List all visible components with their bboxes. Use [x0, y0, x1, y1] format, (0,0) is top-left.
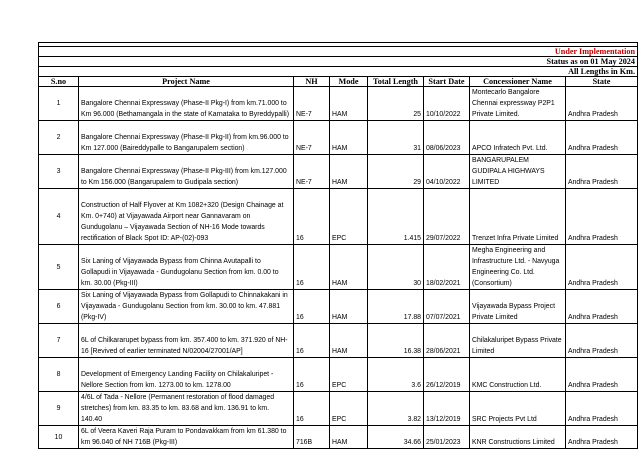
column-header-row — [39, 77, 638, 87]
cell-concessioner: KNR Constructions Limited — [470, 426, 566, 449]
header-concessioner: Concessioner Name — [470, 77, 566, 87]
cell-sno: 7 — [39, 324, 79, 358]
header-nh: NH — [294, 77, 330, 87]
cell-concessioner: APCO Infratech Pvt. Ltd. — [470, 121, 566, 155]
header-mode: Mode — [330, 77, 368, 87]
cell-sno: 10 — [39, 426, 79, 449]
table-row — [39, 189, 638, 245]
cell-mode: HAM — [330, 324, 368, 358]
cell-mode: HAM — [330, 155, 368, 189]
cell-sno: 6 — [39, 290, 79, 324]
table-row — [39, 155, 638, 189]
cell-start-date: 18/02/2021 — [424, 245, 470, 290]
cell-state: Andhra Pradesh — [566, 245, 638, 290]
status-date: Status as on 01 May 2024 — [39, 57, 638, 67]
cell-sno: 8 — [39, 358, 79, 392]
table-row — [39, 324, 638, 358]
cell-start-date: 13/12/2019 — [424, 392, 470, 426]
cell-nh: NE-7 — [294, 155, 330, 189]
units-note: All Lengths in Km. — [39, 67, 638, 77]
cell-nh: 16 — [294, 392, 330, 426]
cell-nh: 716B — [294, 426, 330, 449]
cell-sno: 1 — [39, 87, 79, 121]
cell-mode: EPC — [330, 392, 368, 426]
cell-state: Andhra Pradesh — [566, 324, 638, 358]
cell-sno: 9 — [39, 392, 79, 426]
cell-length: 1.415 — [368, 189, 424, 245]
cell-concessioner: Chilakaluripet Bypass Private Limited — [470, 324, 566, 358]
table-row — [39, 121, 638, 155]
cell-length: 16.38 — [368, 324, 424, 358]
cell-state: Andhra Pradesh — [566, 426, 638, 449]
cell-state: Andhra Pradesh — [566, 189, 638, 245]
cell-length: 30 — [368, 245, 424, 290]
cell-mode: HAM — [330, 290, 368, 324]
cell-concessioner: Montecarlo Bangalore Chennai expressway P2P1 Private Limited. — [470, 87, 566, 121]
cell-length: 3.82 — [368, 392, 424, 426]
cell-project: Development of Emergency Landing Facility on Chilakaluripet - Nellore Section from km. 1273.00 to km. 1278.00 — [79, 358, 294, 392]
cell-concessioner: Megha Engineering and Infrastructure Ltd. - Navyuga Engineering Co. Ltd. (Consortium) — [470, 245, 566, 290]
cell-sno: 4 — [39, 189, 79, 245]
cell-mode: EPC — [330, 358, 368, 392]
cell-mode: HAM — [330, 426, 368, 449]
cell-state: Andhra Pradesh — [566, 87, 638, 121]
cell-sno: 5 — [39, 245, 79, 290]
cell-concessioner: BANGARUPALEM GUDIPALA HIGHWAYS LIMITED — [470, 155, 566, 189]
cell-concessioner: SRC Projects Pvt Ltd — [470, 392, 566, 426]
cell-start-date: 26/12/2019 — [424, 358, 470, 392]
cell-nh: NE-7 — [294, 87, 330, 121]
cell-project: Bangalore Chennai Expressway (Phase-II Pkg-I) from km.71.000 to Km 96.000 (Bethamangala in the state of Karnataka to Byreddypalli) — [79, 87, 294, 121]
cell-length: 34.66 — [368, 426, 424, 449]
cell-state: Andhra Pradesh — [566, 358, 638, 392]
status-title-row — [39, 47, 638, 57]
table-row — [39, 392, 638, 426]
header-state: State — [566, 77, 638, 87]
cell-concessioner: Trenzet Infra Private Limited — [470, 189, 566, 245]
cell-project: Bangalore Chennai Expressway (Phase-II Pkg-II) from km.96.000 to Km 127.000 (Baireddypalle to Bangarupalem section) — [79, 121, 294, 155]
header-length: Total Length — [368, 77, 424, 87]
table-row — [39, 426, 638, 449]
cell-nh: NE-7 — [294, 121, 330, 155]
header-sno: S.no — [39, 77, 79, 87]
cell-length: 25 — [368, 87, 424, 121]
cell-mode: HAM — [330, 87, 368, 121]
cell-mode: HAM — [330, 245, 368, 290]
table-row — [39, 245, 638, 290]
cell-mode: HAM — [330, 121, 368, 155]
projects-table — [38, 42, 638, 449]
cell-start-date: 08/06/2023 — [424, 121, 470, 155]
cell-length: 17.88 — [368, 290, 424, 324]
table-row — [39, 358, 638, 392]
cell-start-date: 10/10/2022 — [424, 87, 470, 121]
table-row — [39, 87, 638, 121]
cell-project: Construction of Half Flyover at Km 1082+320 (Design Chainage at Km. 0+740) at Vijayawada Airport near Gannavaram on Gundugolanu – Vijayawada Section of NH-16 Mode towards rectification of Black Spot ID: AP-(02)-093 — [79, 189, 294, 245]
cell-mode: EPC — [330, 189, 368, 245]
cell-nh: 16 — [294, 245, 330, 290]
status-date-row — [39, 57, 638, 67]
cell-state: Andhra Pradesh — [566, 392, 638, 426]
cell-nh: 16 — [294, 290, 330, 324]
cell-state: Andhra Pradesh — [566, 290, 638, 324]
cell-project: Six Laning of Vijayawada Bypass from Gollapudi to Chinnakakani in Vijayawada - Gundugolanu Section from km. 30.00 to km. 47.881 (Pkg-IV) — [79, 290, 294, 324]
cell-state: Andhra Pradesh — [566, 121, 638, 155]
cell-project: 6L of Veera Kaveri Raja Puram to Pondavakkam from km 61.380 to km 96.040 of NH 716B (Pkg-III) — [79, 426, 294, 449]
cell-nh: 16 — [294, 324, 330, 358]
cell-start-date: 07/07/2021 — [424, 290, 470, 324]
cell-project: 6L of Chilkararupet bypass from km. 357.400 to km. 371.920 of NH-16 [Revived of earlier terminated N/02004/27001/AP] — [79, 324, 294, 358]
cell-length: 31 — [368, 121, 424, 155]
table-row — [39, 290, 638, 324]
cell-sno: 3 — [39, 155, 79, 189]
cell-concessioner: Vijayawada Bypass Project Private Limited — [470, 290, 566, 324]
cell-project: 4/6L of Tada - Nellore (Permanent restoration of flood damaged stretches) from km. 83.35 to km. 83.68 and km. 136.91 to km. 140.40 — [79, 392, 294, 426]
cell-state: Andhra Pradesh — [566, 155, 638, 189]
cell-start-date: 04/10/2022 — [424, 155, 470, 189]
cell-nh: 16 — [294, 189, 330, 245]
cell-start-date: 28/06/2021 — [424, 324, 470, 358]
cell-concessioner: KMC Construction Ltd. — [470, 358, 566, 392]
header-start-date: Start Date — [424, 77, 470, 87]
header-project: Project Name — [79, 77, 294, 87]
cell-start-date: 29/07/2022 — [424, 189, 470, 245]
cell-length: 29 — [368, 155, 424, 189]
cell-length: 3.6 — [368, 358, 424, 392]
cell-project: Bangalore Chennai Expressway (Phase-II Pkg-III) from km.127.000 to Km 156.000 (Bangarupalem to Gudipala section) — [79, 155, 294, 189]
cell-sno: 2 — [39, 121, 79, 155]
cell-start-date: 25/01/2023 — [424, 426, 470, 449]
status-title: Under Implementation — [39, 47, 638, 57]
units-note-row — [39, 67, 638, 77]
cell-project: Six Laning of Vijayawada Bypass from Chinna Avutapalli to Gollapudi in Vijayawada - Gundugolanu Section from km. 0.00 to km. 30.00 (Pkg-III) — [79, 245, 294, 290]
cell-nh: 16 — [294, 358, 330, 392]
